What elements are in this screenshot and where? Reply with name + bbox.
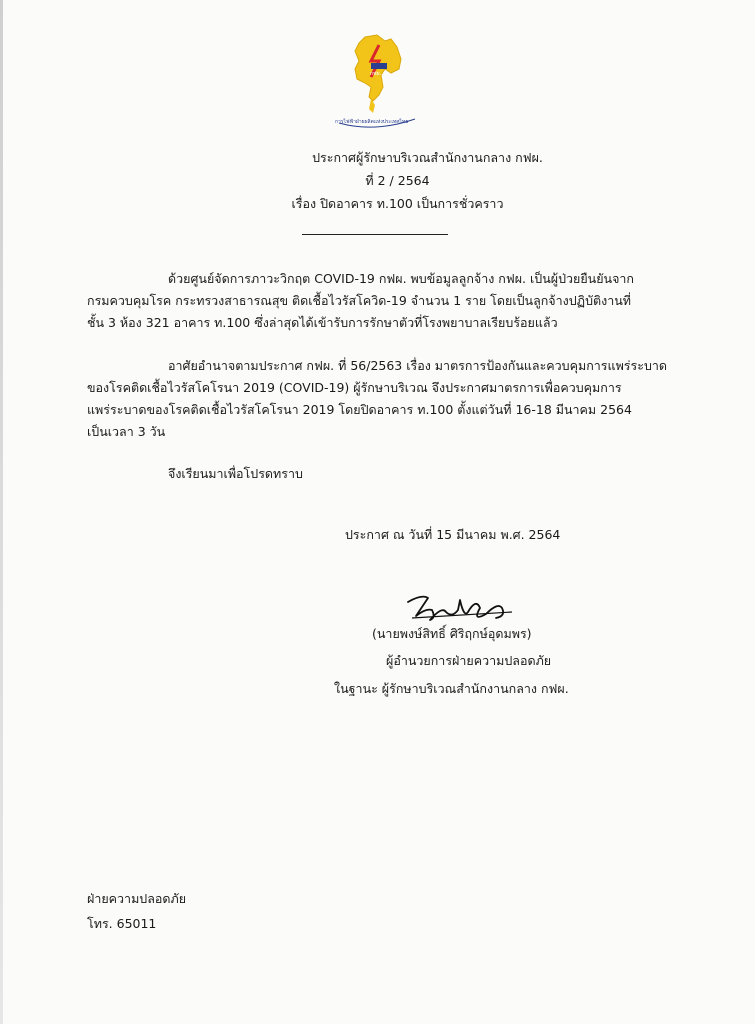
- para1-line3: ชั้น 3 ห้อง 321 อาคาร ท.100 ซึ่งล่าสุดได้เข้ารับการรักษาตัวที่โรงพยาบาลเรียบร้อยแล้ว: [87, 315, 558, 330]
- signer-name: (นายพงษ์สิทธิ์ ศิริฤกษ์อุดมพร): [372, 626, 532, 641]
- scan-edge: [0, 0, 3, 1024]
- para2-line2: ของโรคติดเชื้อไวรัสโคโรนา 2019 (COVID-19) ผู้รักษาบริเวณ จึงประกาศมาตรการเพื่อควบคุมการ: [87, 380, 622, 395]
- egat-logo: [335, 33, 419, 128]
- para2-line1: อาศัยอำนาจตามประกาศ กฟผ. ที่ 56/2563 เรื่อง มาตรการป้องกันและควบคุมการแพร่ระบาด: [168, 358, 668, 373]
- footer-department: ฝ่ายความปลอดภัย: [87, 891, 187, 906]
- para1-line1: ด้วยศูนย์จัดการภาวะวิกฤต COVID-19 กฟผ. พบข้อมูลลูกจ้าง กฟผ. เป็นผู้ป่วยยืนยันจาก: [168, 271, 635, 286]
- header-divider: [302, 234, 448, 235]
- footer-phone: โทร. 65011: [87, 916, 157, 931]
- handwritten-signature: [402, 588, 520, 628]
- para2-line3: แพร่ระบาดของโรคติดเชื้อไวรัสโคโรนา 2019 โดยปิดอาคาร ท.100 ตั้งแต่วันที่ 16-18 มีนาคม 2564: [87, 402, 632, 417]
- announcement-date: ประกาศ ณ วันที่ 15 มีนาคม พ.ศ. 2564: [345, 527, 561, 542]
- signer-capacity: ในฐานะ ผู้รักษาบริเวณสำนักงานกลาง กฟผ.: [334, 681, 569, 696]
- para2-line4: เป็นเวลา 3 วัน: [87, 424, 166, 439]
- signer-position: ผู้อำนวยการฝ่ายความปลอดภัย: [386, 653, 552, 668]
- para1-line2: กรมควบคุมโรค กระทรวงสาธารณสุข ติดเชื้อไวรัสโควิด-19 จำนวน 1 ราย โดยเป็นลูกจ้างปฏิบัติงานที่: [87, 293, 632, 308]
- closing-line: จึงเรียนมาเพื่อโปรดทราบ: [168, 466, 303, 481]
- logo-caption: การไฟฟ้าฝ่ายผลิตแห่งประเทศไทย: [335, 119, 409, 125]
- announcement-title: ประกาศผู้รักษาบริเวณสำนักงานกลาง กฟผ.: [312, 150, 543, 165]
- announcement-subject: เรื่อง ปิดอาคาร ท.100 เป็นการชั่วคราว: [291, 196, 504, 211]
- announcement-number: ที่ 2 / 2564: [365, 173, 430, 188]
- logo-text: กฟผ.: [370, 71, 382, 77]
